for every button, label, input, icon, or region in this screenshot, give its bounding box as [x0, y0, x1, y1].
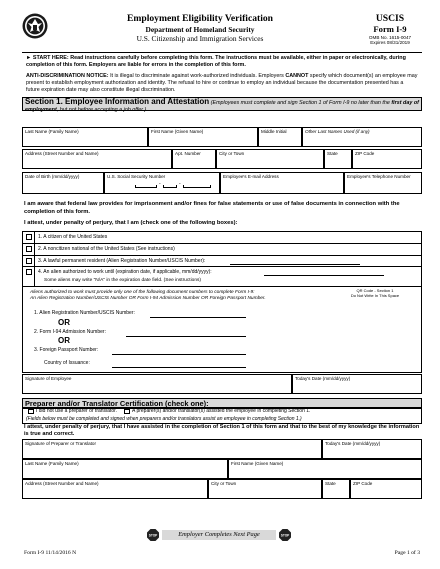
address-label: Address (Street Number and Name): [25, 151, 99, 156]
attest-statement: I attest, under penalty of perjury, that I am (check one of the following boxes):: [24, 220, 238, 226]
no-preparer-checkbox[interactable]: [28, 409, 34, 415]
aliens-note-1: Aliens authorized to work must provide only one of the following document numbers to complete Form I-9:: [30, 290, 255, 295]
other-last-names-label: Other Last Names Used (if any): [305, 129, 370, 134]
zip-field[interactable]: [352, 149, 422, 169]
option-permanent-resident-label: 3. A lawful permanent resident (Alien Registration Number/USCIS Number):: [38, 258, 206, 264]
preparer-date-label: Today's Date (mm/dd/yyyy): [325, 441, 381, 446]
department-name: Department of Homeland Security: [145, 25, 255, 34]
email-field[interactable]: [220, 172, 344, 194]
other-last-names-field[interactable]: [302, 127, 422, 147]
middle-initial-label: Middle Initial: [261, 129, 287, 134]
permanent-resident-number-input[interactable]: [230, 264, 360, 265]
employee-date-label: Today's Date (mm/dd/yyyy): [295, 376, 351, 381]
option-citizen-checkbox[interactable]: [26, 234, 32, 240]
preparer-note: (Fields below must be completed and signed when preparers and/or translators assist an employee in completing Section 1.): [26, 416, 302, 422]
last-name-label: Last Name (Family Name): [25, 129, 79, 134]
start-here-notice: [26, 55, 418, 69]
phone-field[interactable]: [344, 172, 422, 194]
address-field[interactable]: [22, 149, 172, 169]
preparer-used-checkbox[interactable]: [124, 409, 130, 415]
preparer-zip-label: ZIP Code: [353, 481, 373, 486]
preparer-first-name-label: First Name (Given Name): [231, 461, 284, 466]
option-alien-note: Some aliens may write "N/A" in the expiration date field. (See instructions): [44, 278, 201, 283]
or-separator-1: OR: [58, 318, 70, 327]
passport-input[interactable]: [112, 354, 246, 355]
preparer-date-field[interactable]: [322, 439, 422, 459]
anti-discrimination-notice: [26, 73, 418, 94]
preparer-used-label: A preparer(s) and/or translator(s) assisted the employee in completing Section 1.: [132, 408, 311, 414]
start-here-label: START HERE:: [32, 55, 69, 61]
qr-label-2: Do Not Write In This Space: [350, 293, 400, 298]
preparer-signature-field[interactable]: [22, 439, 322, 459]
preparer-attest: I attest, under penalty of perjury, that I have assisted in the completion of Section 1 of this form and that to the best of my knowledge the information is true and correct.: [24, 424, 420, 437]
preparer-last-name-field[interactable]: [22, 459, 228, 479]
anti-discrimination-label: ANTI-DISCRIMINATION NOTICE:: [26, 73, 109, 79]
preparer-city-field[interactable]: [208, 479, 322, 499]
dhs-seal-icon: [22, 13, 48, 39]
preparer-state-label: State: [325, 481, 336, 486]
option-permanent-resident-checkbox[interactable]: [26, 258, 32, 264]
city-label: City or Town: [219, 151, 245, 156]
apt-number-field[interactable]: [172, 149, 216, 169]
first-name-label: First Name (Given Name): [151, 129, 204, 134]
apt-number-label: Apt. Number: [175, 151, 201, 156]
dob-label: Date of Birth (mm/dd/yyyy): [25, 174, 80, 179]
form-title: Employment Eligibility Verification: [126, 13, 274, 24]
start-here-arrow-icon: ►: [26, 55, 33, 61]
state-label: State: [327, 151, 338, 156]
preparer-last-name-label: Last Name (Family Name): [25, 461, 79, 466]
omb-number: OMB No. 1615-0047: [368, 35, 412, 40]
preparer-zip-field[interactable]: [350, 479, 422, 499]
section1-note-2: , but not before accepting a job offer.): [56, 107, 147, 113]
no-preparer-label: I did not use a preparer or translator.: [36, 408, 117, 414]
section1-note: (Employees must complete and sign Section 1 of Form I-9 no later than the: [210, 100, 390, 106]
middle-initial-field[interactable]: [258, 127, 302, 147]
option-citizen-label: 1. A citizen of the United States: [38, 234, 108, 240]
i94-label: 2. Form I-94 Admission Number:: [34, 329, 106, 335]
qr-label-1: QR Code - Section 1: [356, 288, 394, 293]
option-noncitizen-national-label: 2. A noncitizen national of the United States (See instructions): [38, 246, 175, 252]
first-name-field[interactable]: [148, 127, 258, 147]
option-alien-authorized-checkbox[interactable]: [26, 269, 32, 275]
ssn-label: U.S. Social Security Number: [107, 174, 166, 179]
stop-right-text: STOP: [280, 533, 290, 538]
country-input[interactable]: [112, 367, 246, 368]
form-edition: Form I-9 11/14/2016 N: [24, 550, 77, 556]
employee-signature-field[interactable]: [22, 374, 292, 394]
zip-label: ZIP Code: [355, 151, 375, 156]
email-label: Employee's E-mail Address: [223, 174, 279, 179]
anti-cannot: CANNOT: [285, 73, 309, 79]
next-page-banner: Employer Completes Next Page: [162, 530, 276, 540]
city-field[interactable]: [216, 149, 324, 169]
option-noncitizen-national-checkbox[interactable]: [26, 246, 32, 252]
page-number: Page 1 of 3: [394, 550, 420, 556]
preparer-address-label: Address (Street Number and Name): [25, 481, 99, 486]
preparer-first-name-field[interactable]: [228, 459, 422, 479]
preparer-address-field[interactable]: [22, 479, 208, 499]
employee-date-field[interactable]: [292, 374, 422, 394]
form-number: Form I-9: [373, 24, 407, 34]
employee-signature-label: Signature of Employee: [25, 376, 72, 381]
ssn-field[interactable]: U.S. Social Security Number - -: [104, 172, 220, 194]
i94-input[interactable]: [126, 336, 246, 337]
or-separator-2: OR: [58, 336, 70, 345]
preparer-signature-label: Signature of Preparer or Translator: [25, 441, 96, 446]
phone-label: Employee's Telephone Number: [347, 174, 411, 179]
option-alien-authorized-label: 4. An alien authorized to work until (expiration date, if applicable, mm/dd/yyyy):: [38, 269, 212, 275]
alien-expiration-date-input[interactable]: [264, 275, 384, 276]
awareness-statement: I am aware that federal law provides for imprisonment and/or fines for false statements or use of false documents in connection with the completion of this form.: [24, 201, 400, 215]
agency-name: U.S. Citizenship and Immigration Services: [136, 34, 264, 43]
preparer-title: Preparer and/or Translator Certification (check one):: [25, 399, 209, 408]
country-label: Country of Issuance:: [44, 360, 90, 366]
state-field[interactable]: [324, 149, 352, 169]
aliens-instructions: [30, 290, 320, 302]
expiration-date: Expires 08/31/2019: [370, 40, 410, 45]
qr-code-area: [330, 288, 420, 348]
alien-reg-label: 1. Alien Registration Number/USCIS Number:: [34, 310, 135, 316]
preparer-header: [22, 398, 422, 408]
stop-left-text: STOP: [148, 533, 158, 538]
section1-header: [22, 97, 422, 111]
stop-sign-right-icon: [279, 529, 291, 541]
stop-sign-left-icon: [147, 529, 159, 541]
dob-field[interactable]: [22, 172, 104, 194]
last-name-field[interactable]: [22, 127, 148, 147]
start-here-text: Read instructions carefully before completing this form. The instructions must be available, either in paper or electronically, during completion of this form. Employers are liable for errors in the completion of this form.: [26, 55, 406, 68]
anti-text-1: It is illegal to discriminate against work-authorized individuals. Employers: [110, 73, 284, 79]
agency-code: USCIS: [375, 13, 405, 24]
aliens-note-2: An Alien Registration Number/USCIS Number OR Form I-94 Admission Number OR Foreign Passport Number.: [30, 296, 266, 301]
preparer-state-field[interactable]: [322, 479, 350, 499]
anti-text-2: specify which document(s) an employee may present to establish employment authorization and identity. The refusal to hire or continue to employ an individual because the documentation presented has a future expiration date may also constitute illegal discrimination.: [26, 73, 418, 93]
section1-title: Section 1. Employee Information and Attestation: [25, 97, 210, 106]
passport-label: 3. Foreign Passport Number:: [34, 347, 99, 353]
section1-first-day: first day of employment: [25, 100, 419, 113]
preparer-city-label: City or Town: [211, 481, 237, 486]
alien-reg-input[interactable]: [150, 317, 246, 318]
